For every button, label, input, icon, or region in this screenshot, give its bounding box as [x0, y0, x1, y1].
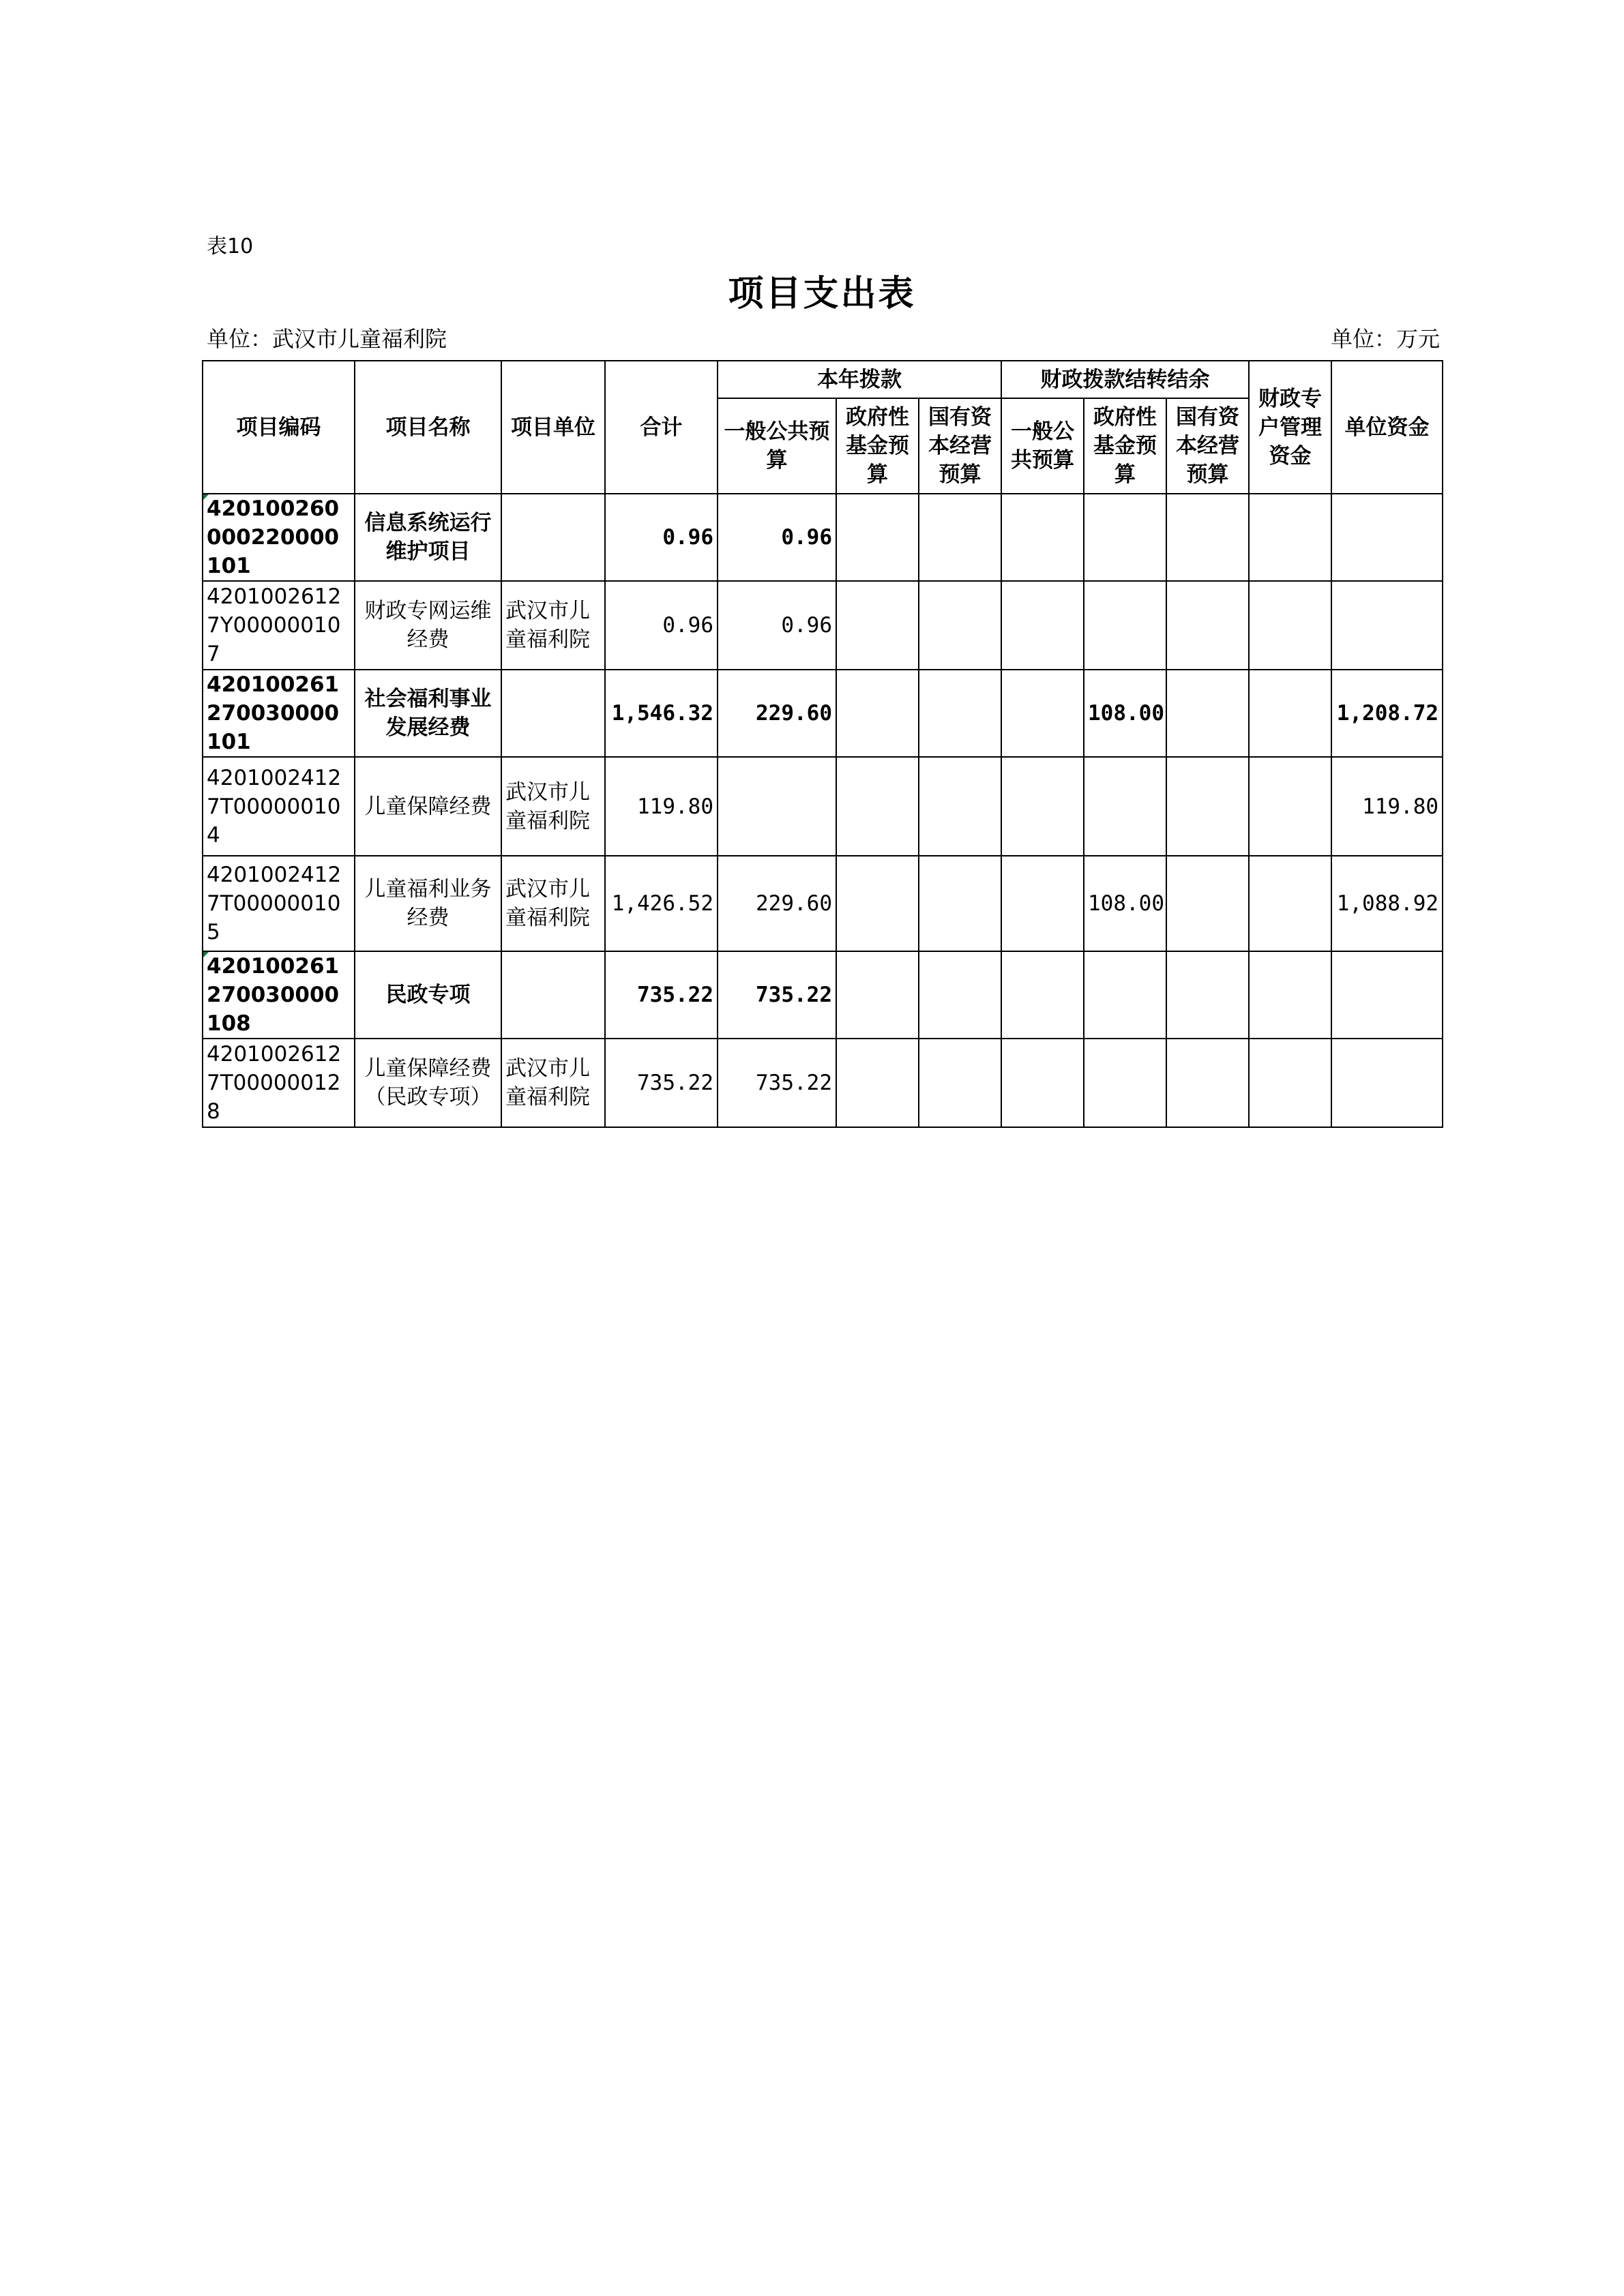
special-cell — [1249, 1039, 1331, 1127]
project-unit: 武汉市儿童福利院 — [501, 581, 605, 670]
col-header-g2-fund: 政府性基金预算 — [1084, 398, 1166, 494]
col-header-code: 项目编码 — [203, 361, 355, 494]
col-header-own-funds: 单位资金 — [1331, 361, 1443, 494]
own-funds-cell: 119.80 — [1331, 757, 1443, 856]
g2-state-cell — [1166, 581, 1249, 670]
project-name: 儿童保障经费 — [355, 757, 501, 856]
special-cell — [1249, 951, 1331, 1039]
g2-state-cell — [1166, 757, 1249, 856]
col-header-g1-state: 国有资本经营预算 — [919, 398, 1001, 494]
col-header-g2-state: 国有资本经营预算 — [1166, 398, 1249, 494]
g2-general-cell — [1001, 581, 1084, 670]
col-group-carryover: 财政拨款结转结余 — [1001, 361, 1249, 398]
total-cell: 1,426.52 — [605, 856, 718, 951]
g2-fund-cell: 108.00 — [1084, 670, 1166, 757]
project-unit: 武汉市儿童福利院 — [501, 757, 605, 856]
special-cell — [1249, 581, 1331, 670]
table-row — [203, 856, 1443, 951]
g1-fund-cell — [836, 856, 919, 951]
table-row — [203, 1039, 1443, 1127]
g2-fund-cell — [1084, 494, 1166, 581]
g1-fund-cell — [836, 581, 919, 670]
total-cell: 735.22 — [605, 1039, 718, 1127]
own-funds-cell — [1331, 581, 1443, 670]
table-row — [203, 581, 1443, 670]
project-name: 民政专项 — [355, 951, 501, 1039]
own-funds-cell — [1331, 1039, 1443, 1127]
g2-state-cell — [1166, 1039, 1249, 1127]
project-unit — [501, 670, 605, 757]
total-cell: 0.96 — [605, 581, 718, 670]
reporting-unit: 单位：武汉市儿童福利院 — [207, 326, 447, 352]
special-cell — [1249, 670, 1331, 757]
g2-state-cell — [1166, 951, 1249, 1039]
col-header-g2-general: 一般公共预算 — [1001, 398, 1084, 494]
project-code: 420100260000220000101 — [203, 494, 355, 581]
project-code: 42010024127T000000104 — [203, 757, 355, 856]
table-row — [203, 494, 1443, 581]
g2-general-cell — [1001, 951, 1084, 1039]
table-row — [203, 951, 1443, 1039]
header-row-1 — [203, 361, 1443, 398]
g1-state-cell — [919, 670, 1001, 757]
g2-state-cell — [1166, 856, 1249, 951]
g1-general-cell: 735.22 — [718, 951, 836, 1039]
currency-unit: 单位：万元 — [1330, 326, 1440, 352]
g1-general-cell — [718, 757, 836, 856]
g1-general-cell: 229.60 — [718, 856, 836, 951]
g2-state-cell — [1166, 670, 1249, 757]
col-header-name: 项目名称 — [355, 361, 501, 494]
g2-fund-cell: 108.00 — [1084, 856, 1166, 951]
g1-general-cell: 229.60 — [718, 670, 836, 757]
col-header-total: 合计 — [605, 361, 718, 494]
g1-state-cell — [919, 856, 1001, 951]
project-name: 信息系统运行维护项目 — [355, 494, 501, 581]
col-group-current-year: 本年拨款 — [718, 361, 1001, 398]
special-cell — [1249, 494, 1331, 581]
project-unit — [501, 494, 605, 581]
project-name: 财政专网运维经费 — [355, 581, 501, 670]
g1-fund-cell — [836, 1039, 919, 1127]
table-row — [203, 757, 1443, 856]
g1-general-cell: 735.22 — [718, 1039, 836, 1127]
g2-general-cell — [1001, 670, 1084, 757]
special-cell — [1249, 856, 1331, 951]
g1-fund-cell — [836, 951, 919, 1039]
own-funds-cell — [1331, 951, 1443, 1039]
project-name: 儿童福利业务经费 — [355, 856, 501, 951]
project-expenditure-table — [202, 360, 1443, 1128]
total-cell: 1,546.32 — [605, 670, 718, 757]
table-number: 表10 — [207, 235, 254, 258]
g1-general-cell: 0.96 — [718, 494, 836, 581]
g2-state-cell — [1166, 494, 1249, 581]
g1-state-cell — [919, 1039, 1001, 1127]
g1-fund-cell — [836, 757, 919, 856]
project-code: 42010026127Y000000107 — [203, 581, 355, 670]
table-row — [203, 670, 1443, 757]
project-code: 42010024127T000000105 — [203, 856, 355, 951]
special-cell — [1249, 757, 1331, 856]
g1-state-cell — [919, 494, 1001, 581]
g1-fund-cell — [836, 670, 919, 757]
g2-fund-cell — [1084, 581, 1166, 670]
g2-general-cell — [1001, 494, 1084, 581]
project-code: 42010026127T000000128 — [203, 1039, 355, 1127]
g2-general-cell — [1001, 856, 1084, 951]
own-funds-cell: 1,088.92 — [1331, 856, 1443, 951]
g2-fund-cell — [1084, 1039, 1166, 1127]
col-header-unit: 项目单位 — [501, 361, 605, 494]
g1-fund-cell — [836, 494, 919, 581]
page-title: 项目支出表 — [728, 273, 916, 314]
project-unit: 武汉市儿童福利院 — [501, 1039, 605, 1127]
total-cell: 119.80 — [605, 757, 718, 856]
g2-general-cell — [1001, 1039, 1084, 1127]
col-header-special-account: 财政专户管理资金 — [1249, 361, 1331, 494]
project-code: 420100261270030000108 — [203, 951, 355, 1039]
g1-state-cell — [919, 757, 1001, 856]
g1-general-cell: 0.96 — [718, 581, 836, 670]
own-funds-cell: 1,208.72 — [1331, 670, 1443, 757]
g1-state-cell — [919, 581, 1001, 670]
total-cell: 0.96 — [605, 494, 718, 581]
col-header-g1-fund: 政府性基金预算 — [836, 398, 919, 494]
g2-fund-cell — [1084, 757, 1166, 856]
total-cell: 735.22 — [605, 951, 718, 1039]
project-code: 420100261270030000101 — [203, 670, 355, 757]
col-header-g1-general: 一般公共预算 — [718, 398, 836, 494]
own-funds-cell — [1331, 494, 1443, 581]
project-unit — [501, 951, 605, 1039]
g1-state-cell — [919, 951, 1001, 1039]
project-name: 儿童保障经费（民政专项） — [355, 1039, 501, 1127]
g2-general-cell — [1001, 757, 1084, 856]
g2-fund-cell — [1084, 951, 1166, 1039]
project-unit: 武汉市儿童福利院 — [501, 856, 605, 951]
project-name: 社会福利事业发展经费 — [355, 670, 501, 757]
